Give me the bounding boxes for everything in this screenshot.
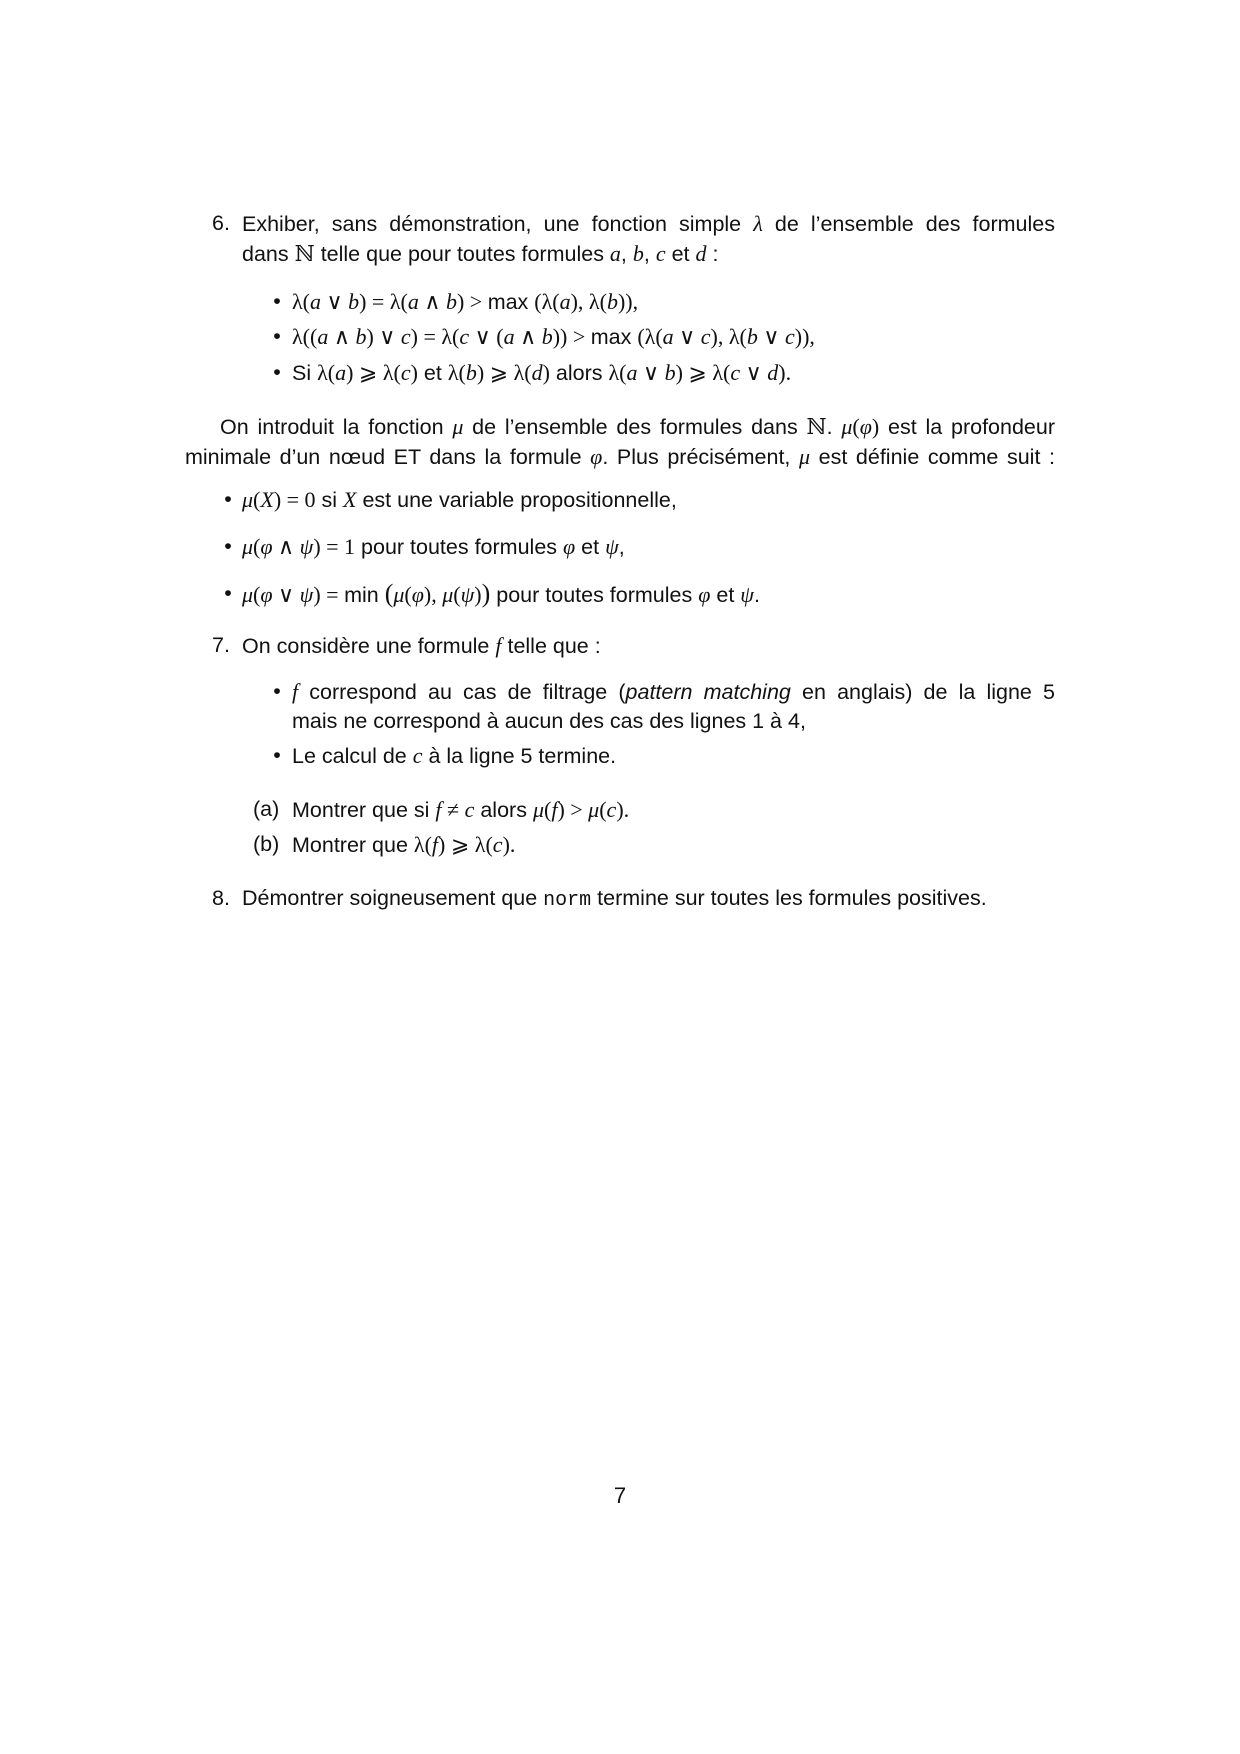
item-number: 6. — [212, 211, 230, 235]
sub-label: (a) — [253, 797, 280, 821]
intro-line-1: On introduit la fonction μ de l’ensemble des formules dans ℕ. μ(φ) est la profondeur — [220, 414, 1055, 439]
item-6-line-1: Exhiber, sans démonstration, une fonction simple λ de l’ensemble des formules — [242, 211, 1055, 236]
item-number: 7. — [212, 633, 230, 657]
item-7-bullet-1 — [270, 677, 1055, 736]
sub-text: Montrer que si f ≠ c alors μ(f) > μ(c). — [292, 797, 630, 822]
bullet-text: μ(φ ∧ ψ) = 1 pour toutes formules φ et ψ, — [242, 534, 625, 559]
bullet-dot: • — [273, 289, 281, 313]
bullet-dot: • — [273, 360, 281, 384]
item-6-text — [242, 209, 1055, 269]
bullet-text: μ(φ ∨ ψ) = min (μ(φ), μ(ψ)) pour toutes formules φ et ψ. — [242, 579, 760, 608]
item-6 — [185, 209, 1055, 269]
bullet-dot: • — [224, 581, 232, 605]
item-8 — [185, 884, 1055, 914]
item-8-text: Démontrer soigneusement que norm termine sur toutes les formules positives. — [242, 886, 987, 912]
bullet-text: λ(a ∨ b) = λ(a ∧ b) > max (λ(a), λ(b)), — [292, 289, 639, 314]
bullet-text: Le calcul de c à la ligne 5 termine. — [292, 743, 617, 768]
bullet-dot: • — [273, 743, 281, 767]
bullet-dot: • — [273, 324, 281, 348]
item-7 — [185, 631, 1055, 661]
sub-text: Montrer que λ(f) ⩾ λ(c). — [292, 832, 516, 857]
bullet-text: μ(X) = 0 si X est une variable propositionnelle, — [242, 487, 677, 512]
bullet-dot: • — [224, 487, 232, 511]
mu-intro-paragraph — [185, 412, 1055, 472]
item-number: 8. — [212, 886, 230, 910]
intro-line-2: minimale d’un nœud ET dans la formule φ. Plus précisément, μ est définie comme suit : — [185, 444, 1055, 469]
bullet-text: λ((a ∧ b) ∨ c) = λ(c ∨ (a ∧ b)) > max (λ(a ∨ c), λ(b ∨ c)), — [292, 324, 815, 349]
bullet-line-2: mais ne correspond à aucun des cas des lignes 1 à 4, — [292, 709, 806, 733]
page-number: 7 — [613, 1483, 627, 1508]
sub-label: (b) — [253, 832, 280, 856]
bullet-text: Si λ(a) ⩾ λ(c) et λ(b) ⩾ λ(d) alors λ(a ∨ b) ⩾ λ(c ∨ d). — [292, 360, 792, 385]
bullet-dot: • — [224, 534, 232, 558]
bullet-dot: • — [273, 679, 281, 703]
bullet-line-1: f correspond au cas de filtrage (pattern matching en anglais) de la ligne 5 — [292, 679, 1055, 704]
item-6-line-2: dans ℕ telle que pour toutes formules a, b, c et d : — [242, 241, 719, 266]
item-7-text: On considère une formule f telle que : — [242, 633, 601, 658]
